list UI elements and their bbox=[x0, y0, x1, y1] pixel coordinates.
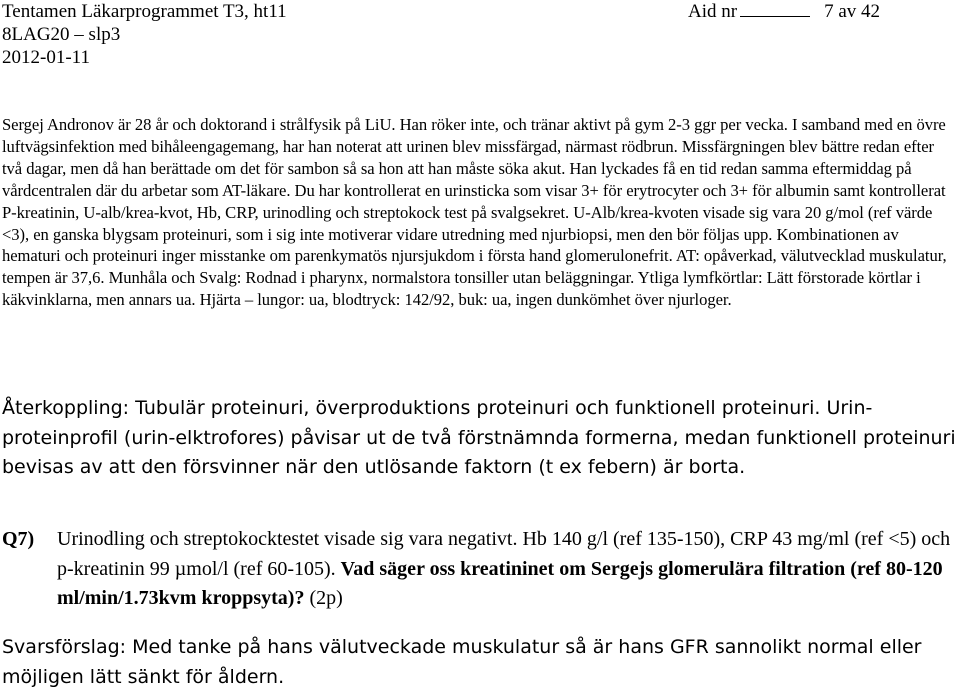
answer-suggestion bbox=[2, 633, 958, 692]
aid-and-page bbox=[688, 0, 880, 23]
page-header bbox=[2, 0, 902, 69]
feedback-section bbox=[2, 394, 958, 483]
question-points: (2p) bbox=[304, 587, 343, 609]
case-description bbox=[2, 114, 958, 311]
course-code: 8LAG20 – slp3 bbox=[2, 24, 121, 45]
feedback-text: Återkoppling: Tubulär proteinuri, överproduktions proteinuri och funktionell proteinuri. Urin-proteinprofil (urin-elktrofores) påvisar ut de två förstnämnda formerna, medan funktionell proteinuri bevisas av att den försvinner när den utlösande faktorn (t ex febern) är borta. bbox=[2, 397, 956, 478]
aid-label: Aid nr bbox=[688, 1, 738, 22]
aid-number-blank bbox=[740, 2, 810, 17]
question-prompt-bold: Vad säger oss kreatininet om Sergejs glomerulära filtration (ref 80-120 ml/min/1.73kvm kroppsyta)? bbox=[57, 557, 943, 609]
header-row-1 bbox=[2, 0, 902, 23]
question-label: Q7) bbox=[2, 528, 35, 550]
question-body bbox=[57, 525, 957, 614]
header-row-3 bbox=[2, 46, 902, 69]
exam-title: Tentamen Läkarprogrammet T3, ht11 bbox=[2, 1, 287, 22]
header-row-2 bbox=[2, 23, 902, 46]
exam-date: 2012-01-11 bbox=[2, 47, 90, 68]
answer-text: Svarsförslag: Med tanke på hans välutveckade muskulatur så är hans GFR sannolikt normal eller möjligen lätt sänkt för åldern. bbox=[2, 636, 922, 688]
question-text: Urinodling och streptokocktestet visade sig vara negativt. Hb 140 g/l (ref 135-150), CRP 43 mg/ml (ref <5) och p-kreatinin 99 µmol/l (ref 60-105). bbox=[57, 528, 951, 580]
page-number: 7 av 42 bbox=[824, 1, 881, 22]
case-text: Sergej Andronov är 28 år och doktorand i strålfysik på LiU. Han röker inte, och tränar aktivt på gym 2-3 ggr per vecka. I samband med en övre luftvägsinfektion med bihåleengagemang, har han noterat att urinen blev missfärgad, närmast rödbrun. Missfärgningen blev bättre redan efter två dagar, men då han berättade om det för sambon så sa hon att han måste söka akut. Han lyckades få en tid redan samma eftermiddag på vårdcentralen där du arbetar som AT-läkare. Du har kontrollerat en urinsticka som visar 3+ för erytrocyter och 3+ för albumin samt kontrollerat P-kreatinin, U-alb/krea-kvot, Hb, CRP, urinodling och streptokock test på svalgsekret. U-Alb/krea-kvoten visade sig vara 20 g/mol (ref värde <3), en ganska blygsam proteinuri, som i sig inte motiverar vidare utredning med njurbiopsi, men den bör följas upp. Kombinationen av hematuri och proteinuri inger misstanke om parenkymatös njursjukdom i första hand glomerulonefrit. AT: opåverkad, välutvecklad muskulatur, tempen är 37,6. Munhåla och Svalg: Rodnad i pharynx, normalstora tonsiller utan beläggningar. Ytliga lymfkörtlar: Lätt förstorade körtlar i käkvinklarna, men annars ua. Hjärta – lungor: ua, blodtryck: 142/92, buk: ua, ingen dunkömhet över njurloger. bbox=[2, 115, 947, 310]
